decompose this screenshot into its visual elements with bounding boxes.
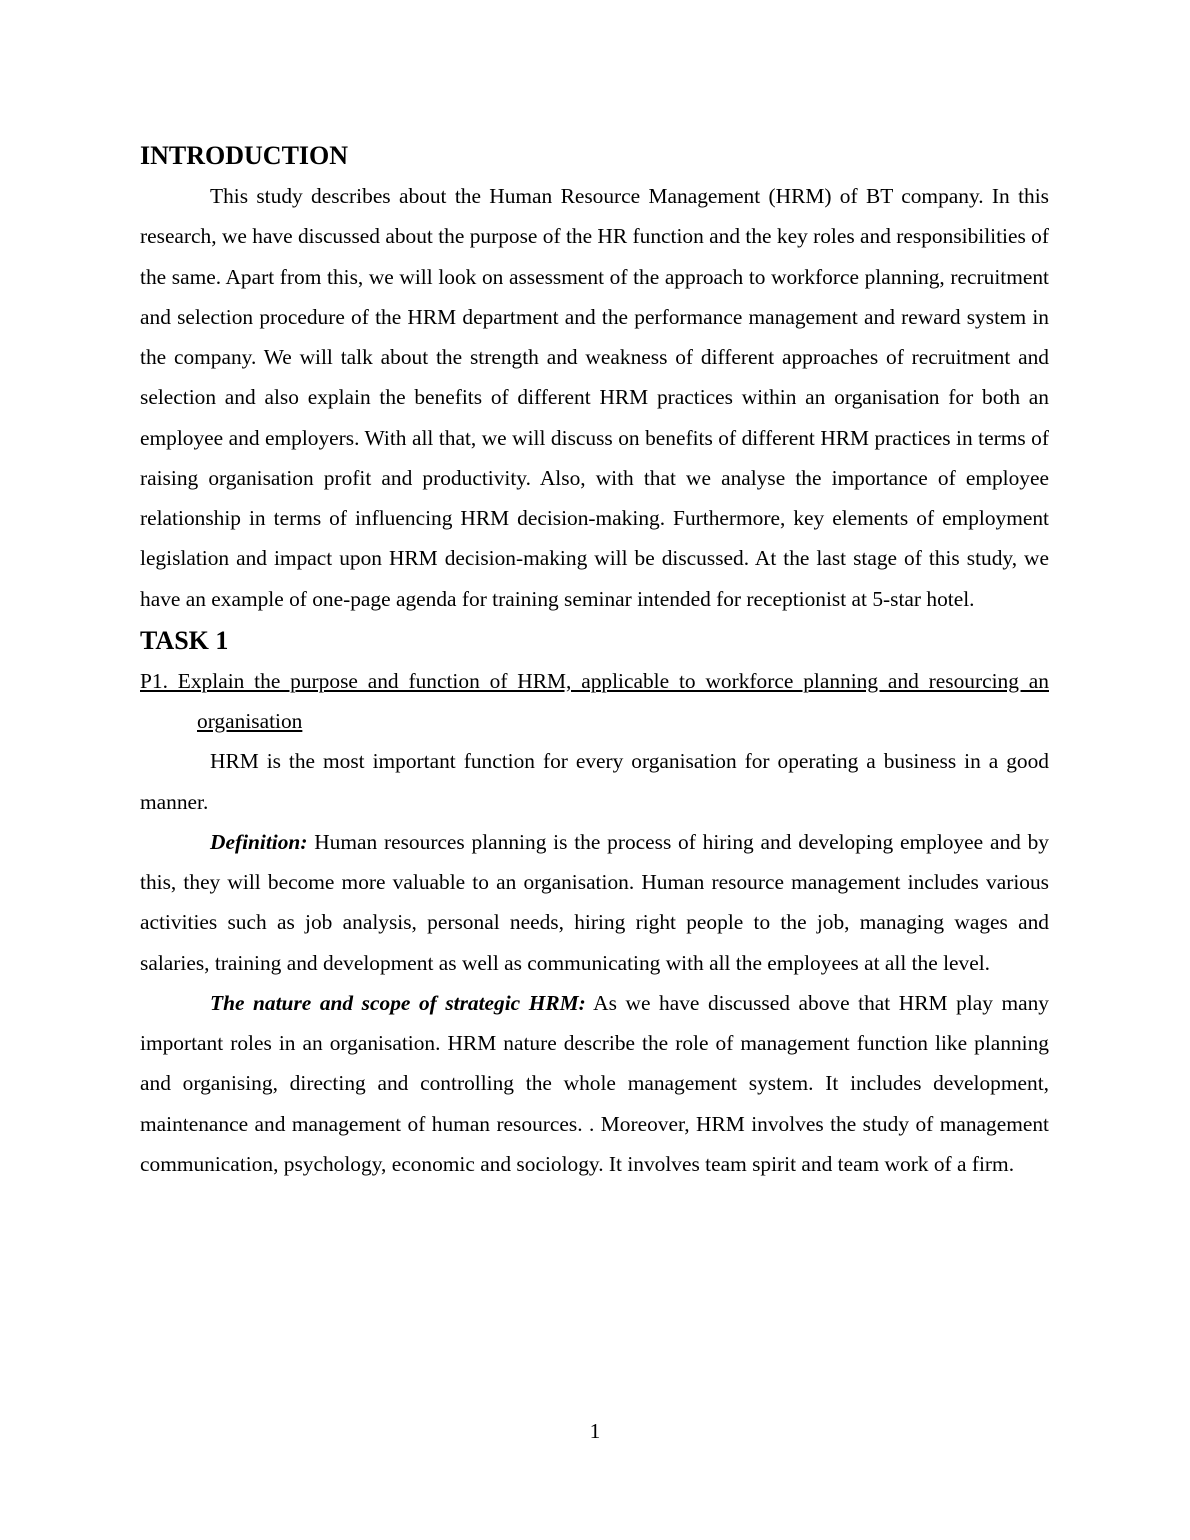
document-page: [140, 136, 1049, 1184]
task-1-heading: TASK 1: [140, 625, 229, 655]
nature-scope-label: The nature and scope of strategic HRM:: [210, 990, 586, 1015]
definition-label: Definition:: [210, 829, 308, 854]
introduction-heading: INTRODUCTION: [140, 141, 349, 170]
definition-text: Human resources planning is the process of hiring and developing employee and by this, they will become more valuable to an organisation. Human resource management includes various activities such as job analysis, personal needs, hiring right people to the job, managing wages and salaries, training and development as well as communicating with all the employees at all the level.: [140, 829, 1049, 975]
page-number: 1: [589, 1419, 601, 1443]
hrm-intro-paragraph: HRM is the most important function for every organisation for operating a business in a good manner.: [140, 749, 1049, 814]
nature-scope-paragraph: [140, 983, 1049, 1184]
definition-paragraph: [140, 822, 1049, 983]
introduction-paragraph: This study describes about the Human Resource Management (HRM) of BT company. In this research, we have discussed about the purpose of the HR function and the key roles and responsibilities of the same. Apart from this, we will look on assessment of the approach to workforce planning, recruitment and selection procedure of the HRM department and the performance management and reward system in the company. We will talk about the strength and weakness of different approaches of recruitment and selection and also explain the benefits of different HRM practices within an organisation for both an employee and employers. With all that, we will discuss on benefits of different HRM practices in terms of raising organisation profit and productivity. Also, with that we analyse the importance of employee relationship in terms of influencing HRM decision-making. Furthermore, key elements of employment legislation and impact upon HRM decision-making will be discussed. At the last stage of this study, we have an example of one-page agenda for training seminar intended for receptionist at 5-star hotel.: [140, 184, 1049, 611]
nature-scope-text: As we have discussed above that HRM play many important roles in an organisation. HRM nature describe the role of management function like planning and organising, directing and controlling the whole management system. It includes development, maintenance and management of human resources. . Moreover, HRM involves the study of management communication, psychology, economic and sociology. It involves team spirit and team work of a firm.: [140, 990, 1049, 1176]
p1-subheading: P1. Explain the purpose and function of HRM, applicable to workforce planning and resourcing an organisation: [140, 668, 1049, 733]
